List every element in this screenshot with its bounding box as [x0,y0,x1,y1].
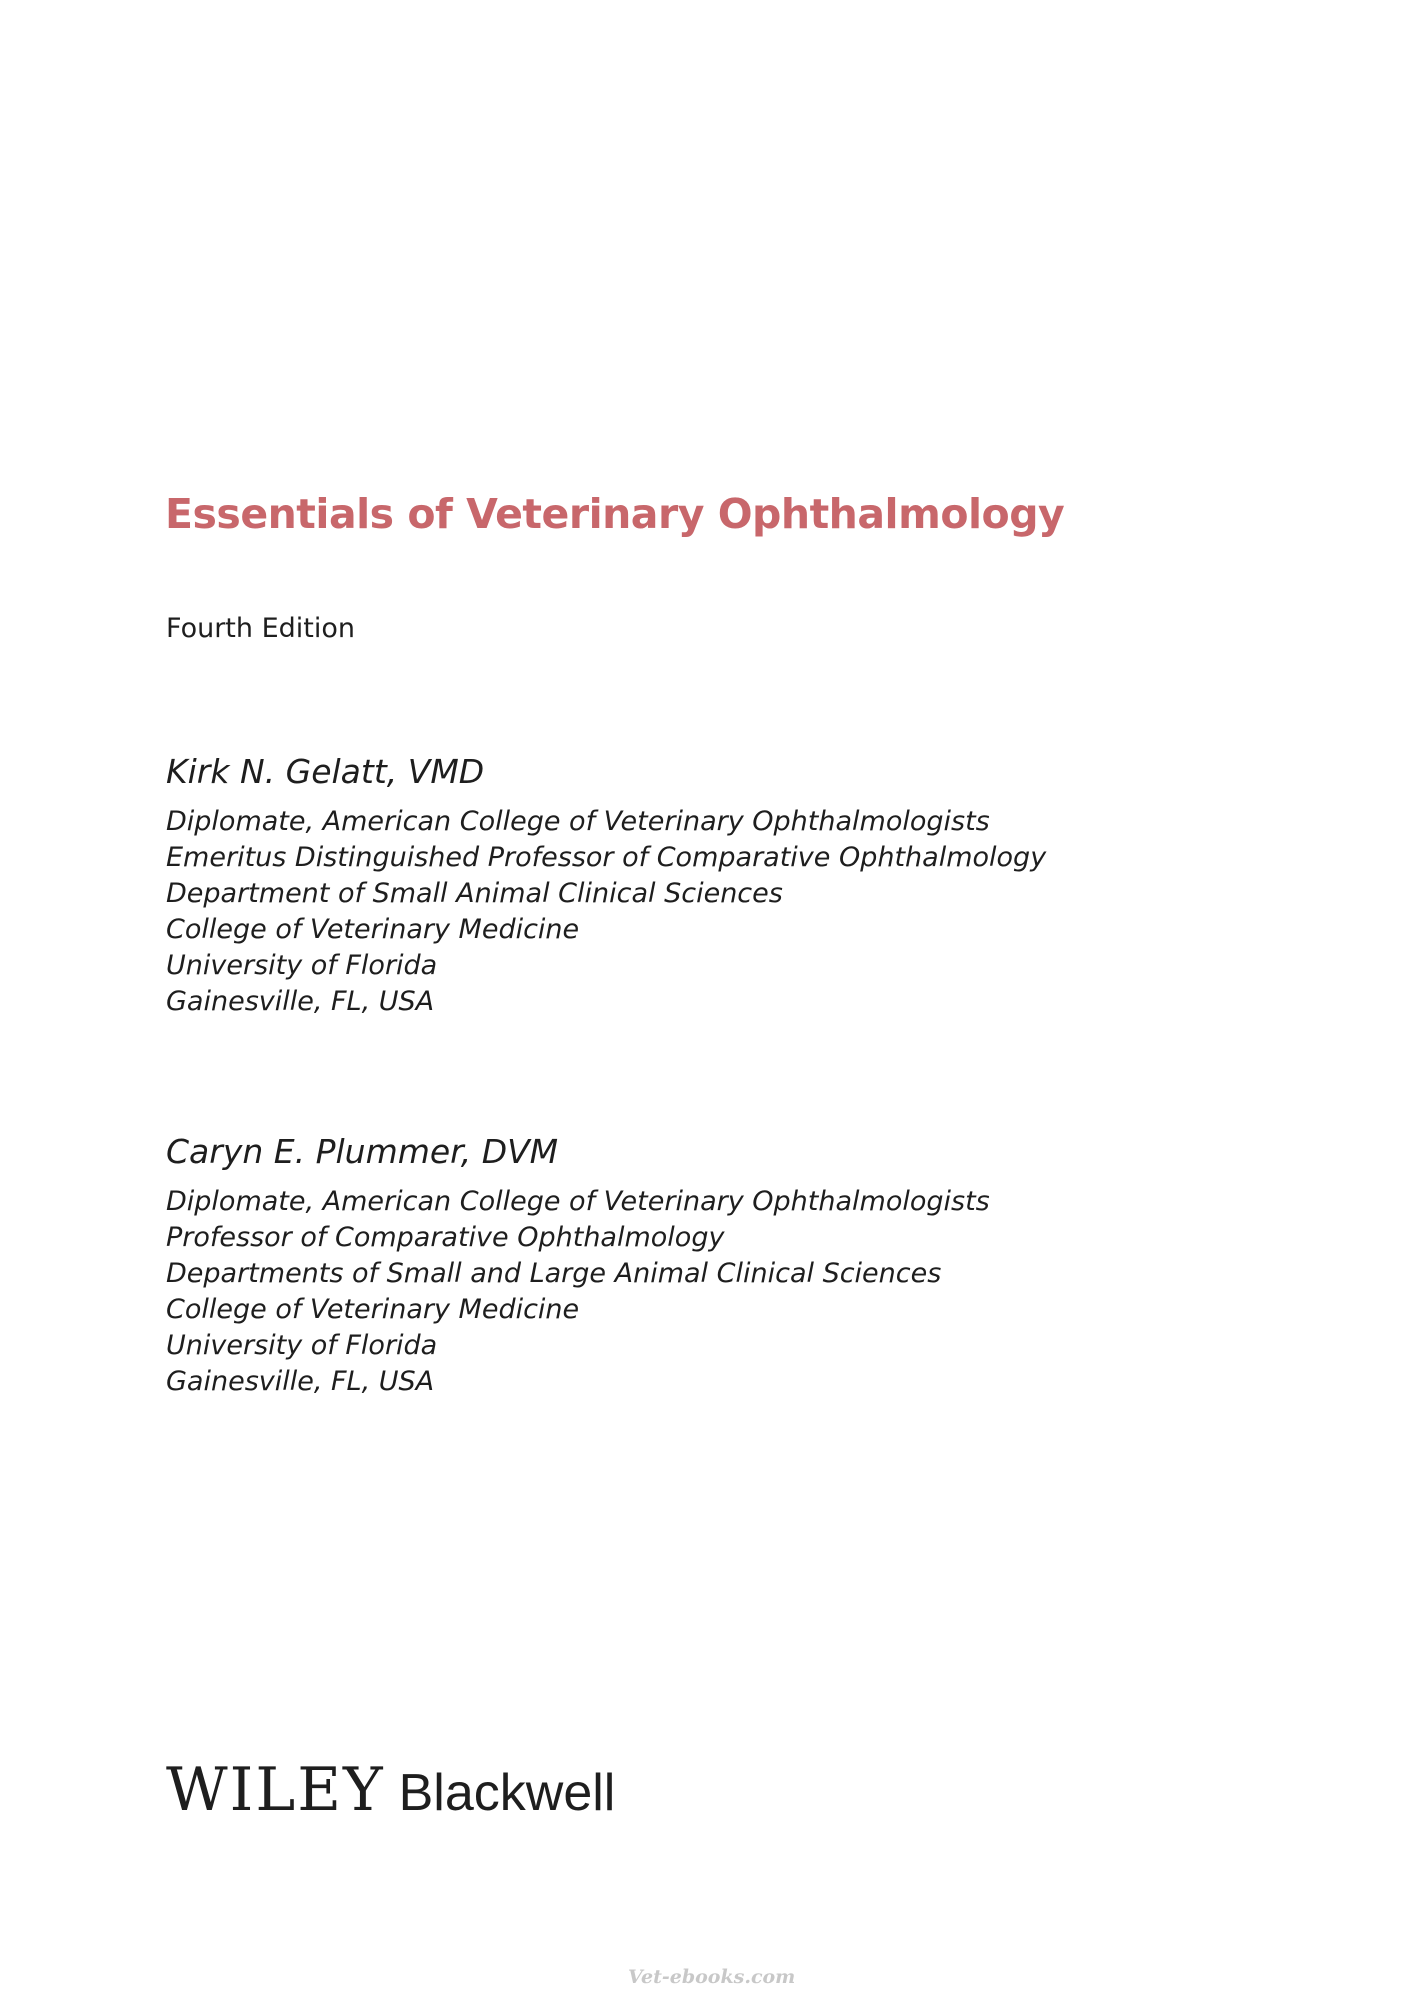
affiliation-line: College of Veterinary Medicine [166,1293,580,1325]
affiliation-line: Diplomate, American College of Veterinary Ophthalmologists [166,805,990,837]
author-name: Kirk N. Gelatt, VMD [166,752,485,791]
affiliation-line: Emeritus Distinguished Professor of Comparative Ophthalmology [166,841,1047,873]
affiliation-line: Departments of Small and Large Animal Clinical Sciences [166,1257,942,1289]
publisher-logo [166,1755,616,1825]
watermark: Vet-ebooks.com [628,1966,796,1988]
author-name: Caryn E. Plummer, DVM [166,1132,559,1171]
affiliation-line: Gainesville, FL, USA [166,1365,435,1397]
author-block-plummer [166,1132,1166,1400]
wiley-wordmark: WILEY [166,1755,385,1825]
book-title: Essentials of Veterinary Ophthalmology [165,490,1065,538]
author-affiliations [166,804,1166,1020]
affiliation-line: University of Florida [166,949,438,981]
edition-label: Fourth Edition [166,613,355,644]
affiliation-line: University of Florida [166,1329,438,1361]
affiliation-line: College of Veterinary Medicine [166,913,580,945]
affiliation-line: Diplomate, American College of Veterinary Ophthalmologists [166,1185,990,1217]
author-block-gelatt [166,752,1166,1020]
author-affiliations [166,1184,1166,1400]
affiliation-line: Gainesville, FL, USA [166,985,435,1017]
affiliation-line: Department of Small Animal Clinical Sciences [166,877,783,909]
blackwell-wordmark: Blackwell [398,1764,616,1822]
affiliation-line: Professor of Comparative Ophthalmology [166,1221,725,1253]
